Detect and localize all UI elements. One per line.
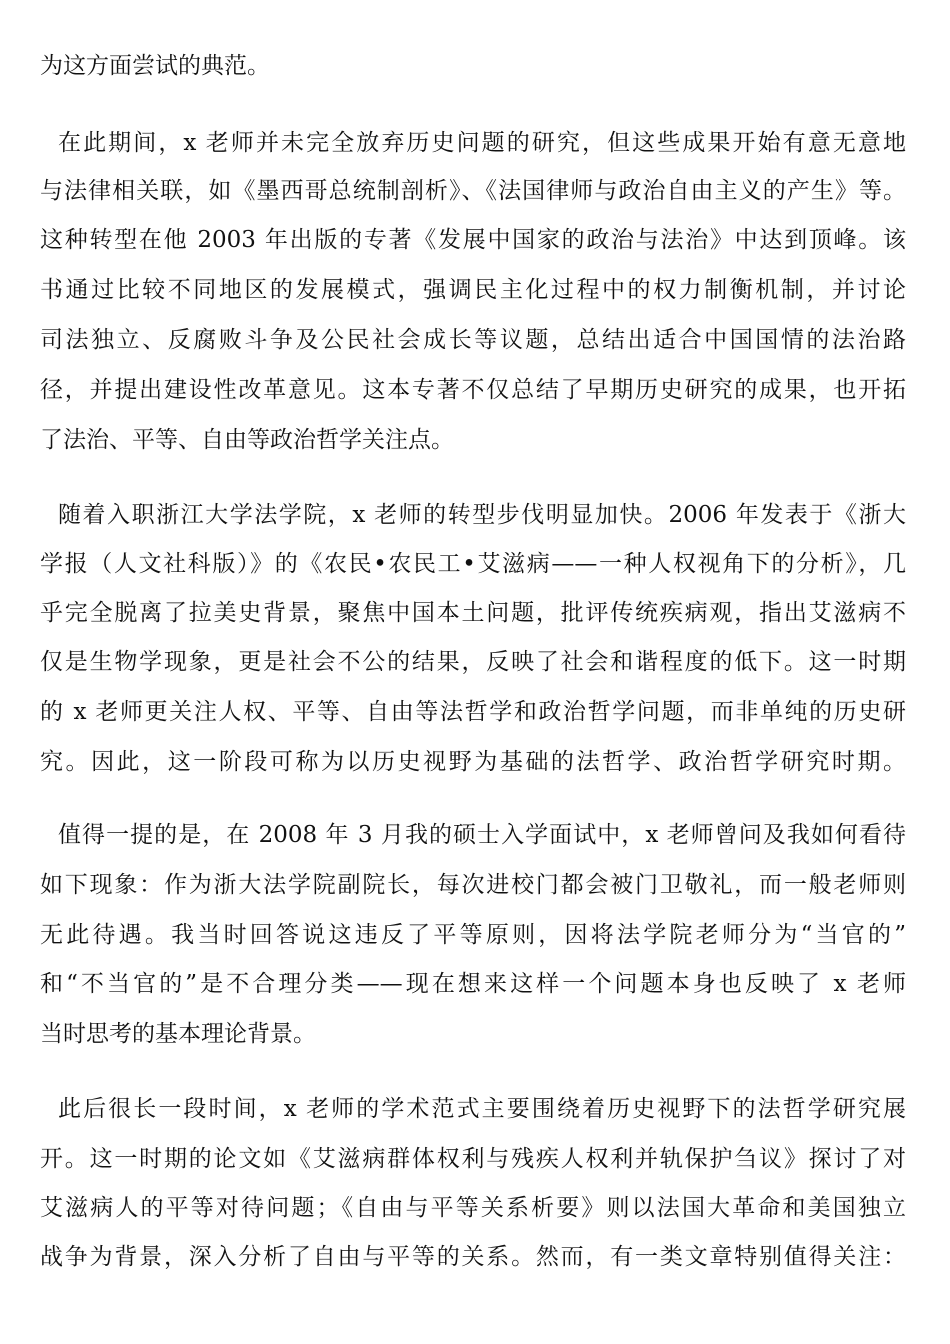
paragraph-line: 这种转型在他 2003 年出版的专著《发展中国家的政治与法治》中达到顶峰。该 <box>40 227 906 253</box>
paragraph-line: 为这方面尝试的典范。 <box>40 53 270 79</box>
paragraph-line: 学报（人文社科版）》的《农民•农民工•艾滋病——一种人权视角下的分析》，几 <box>40 551 906 577</box>
paragraph-line: 乎完全脱离了拉美史背景，聚焦中国本土问题，批评传统疾病观，指出艾滋病不 <box>40 600 906 626</box>
paragraph-line: 无此待遇。我当时回答说这违反了平等原则，因将法学院老师分为“当官的” <box>40 922 906 948</box>
paragraph-line: 如下现象：作为浙大法学院副院长，每次进校门都会被门卫敬礼，而一般老师则 <box>40 872 906 898</box>
paragraph-line: 仅是生物学现象，更是社会不公的结果，反映了社会和谐程度的低下。这一时期 <box>40 649 906 675</box>
paragraph-line: 与法律相关联，如《墨西哥总统制剖析》、《法国律师与政治自由主义的产生》等。 <box>40 178 906 204</box>
paragraph-line: 战争为背景，深入分析了自由与平等的关系。然而，有一类文章特别值得关注： <box>40 1244 906 1270</box>
paragraph-line: 艾滋病人的平等对待问题；《自由与平等关系析要》则以法国大革命和美国独立 <box>40 1195 906 1221</box>
paragraph-line: 此后很长一段时间，x 老师的学术范式主要围绕着历史视野下的法哲学研究展 <box>58 1096 906 1122</box>
paragraph-line: 究。因此，这一阶段可称为以历史视野为基础的法哲学、政治哲学研究时期。 <box>40 749 906 775</box>
paragraph-line: 书通过比较不同地区的发展模式，强调民主化过程中的权力制衡机制，并讨论 <box>40 277 906 303</box>
paragraph-line: 随着入职浙江大学法学院，x 老师的转型步伐明显加快。2006 年发表于《浙大 <box>58 502 906 528</box>
paragraph-line: 径，并提出建设性改革意见。这本专著不仅总结了早期历史研究的成果，也开拓 <box>40 377 906 403</box>
paragraph-line: 了法治、平等、自由等政治哲学关注点。 <box>40 427 454 453</box>
paragraph-line: 司法独立、反腐败斗争及公民社会成长等议题，总结出适合中国国情的法治路 <box>40 327 906 353</box>
paragraph-line: 值得一提的是，在 2008 年 3 月我的硕士入学面试中，x 老师曾问及我如何看待 <box>58 822 906 848</box>
paragraph-line: 和“不当官的”是不合理分类——现在想来这样一个问题本身也反映了 x 老师 <box>40 971 906 997</box>
paragraph-line: 的 x 老师更关注人权、平等、自由等法哲学和政治哲学问题，而非单纯的历史研 <box>40 699 906 725</box>
paragraph-line: 开。这一时期的论文如《艾滋病群体权利与残疾人权利并轨保护刍议》探讨了对 <box>40 1146 906 1172</box>
paragraph-line: 在此期间，x 老师并未完全放弃历史问题的研究，但这些成果开始有意无意地 <box>58 130 906 156</box>
paragraph-line: 当时思考的基本理论背景。 <box>40 1021 316 1047</box>
